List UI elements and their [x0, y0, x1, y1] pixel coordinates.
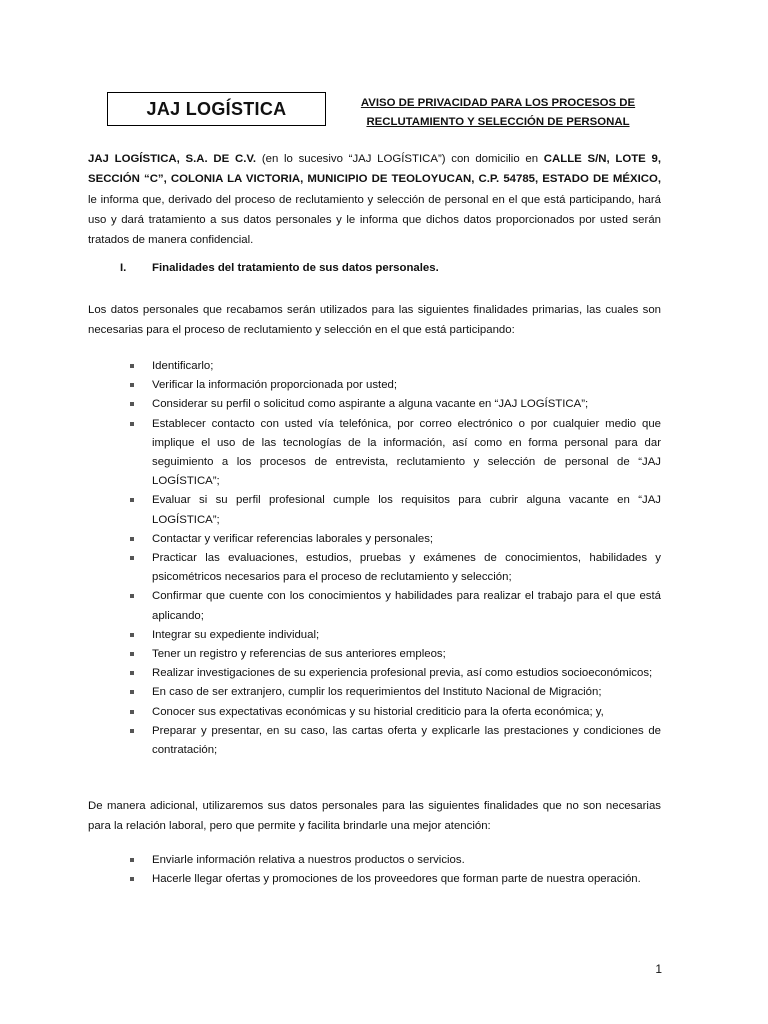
company-logo-box [107, 92, 326, 126]
list-item: Practicar las evaluaciones, estudios, pruebas y exámenes de conocimientos, habilidades y psicométricos necesarios para el proceso de reclutamiento y selección; [128, 549, 661, 587]
section-number: I. [120, 262, 127, 274]
notice-title [350, 94, 646, 132]
list-item: Conocer sus expectativas económicas y su historial crediticio para la oferta económica; y, [128, 703, 661, 722]
square-bullet-icon [130, 710, 134, 714]
list-item: Enviarle información relativa a nuestros productos o servicios. [128, 851, 661, 870]
intro-address: CALLE S/N, LOTE 9, SECCIÓN “C”, COLONIA LA VICTORIA, MUNICIPIO DE TEOLOYUCAN, C.P. 54785, ESTADO DE MÉXICO, [88, 153, 661, 186]
intro-company-name: JAJ LOGÍSTICA, S.A. DE C.V. [88, 153, 257, 165]
square-bullet-icon [130, 729, 134, 733]
square-bullet-icon [130, 633, 134, 637]
square-bullet-icon [130, 594, 134, 598]
list-item: En caso de ser extranjero, cumplir los requerimientos del Instituto Nacional de Migración; [128, 683, 661, 702]
company-logo-text: JAJ LOGÍSTICA [146, 98, 287, 119]
square-bullet-icon [130, 537, 134, 541]
page-number: 1 [655, 962, 662, 976]
secondary-purposes-intro: De manera adicional, utilizaremos sus datos personales para las siguientes finalidades que no son necesarias para la relación laboral, pero que permite y facilita brindarle una mejor atención: [88, 800, 661, 832]
primary-purposes-list [128, 357, 661, 760]
intro-text-a: (en lo sucesivo “JAJ LOGÍSTICA”) con domicilio en [256, 153, 544, 165]
square-bullet-icon [130, 671, 134, 675]
square-bullet-icon [130, 556, 134, 560]
list-item: Considerar su perfil o solicitud como aspirante a alguna vacante en “JAJ LOGÍSTICA”; [128, 395, 661, 414]
square-bullet-icon [130, 858, 134, 862]
list-item: Tener un registro y referencias de sus anteriores empleos; [128, 645, 661, 664]
list-item: Hacerle llegar ofertas y promociones de los proveedores que forman parte de nuestra operación. [128, 870, 661, 889]
secondary-purposes-list [128, 851, 661, 889]
square-bullet-icon [130, 652, 134, 656]
square-bullet-icon [130, 877, 134, 881]
square-bullet-icon [130, 422, 134, 426]
square-bullet-icon [130, 402, 134, 406]
section-heading [120, 262, 439, 274]
list-item: Confirmar que cuente con los conocimientos y habilidades para realizar el trabajo para el que está aplicando; [128, 587, 661, 625]
square-bullet-icon [130, 383, 134, 387]
notice-title-line-1: AVISO DE PRIVACIDAD PARA LOS PROCESOS DE [360, 97, 636, 109]
section-title: Finalidades del tratamiento de sus datos personales. [152, 262, 439, 274]
square-bullet-icon [130, 690, 134, 694]
list-item: Verificar la información proporcionada por usted; [128, 376, 661, 395]
notice-title-line-2: RECLUTAMIENTO Y SELECCIÓN DE PERSONAL [366, 116, 630, 128]
list-item: Contactar y verificar referencias laborales y personales; [128, 530, 661, 549]
list-item: Evaluar si su perfil profesional cumple los requisitos para cubrir alguna vacante en “JAJ LOGÍSTICA”; [128, 491, 661, 529]
square-bullet-icon [130, 498, 134, 502]
list-item: Integrar su expediente individual; [128, 626, 661, 645]
square-bullet-icon [130, 364, 134, 368]
list-item: Identificarlo; [128, 357, 661, 376]
list-item: Realizar investigaciones de su experiencia profesional previa, así como estudios socioeconómicos; [128, 664, 661, 683]
list-item: Establecer contacto con usted vía telefónica, por correo electrónico o por cualquier medio que implique el uso de las tecnologías de la información, así como en forma personal para dar seguimiento a los procesos de entrevista, reclutamiento y selección de personal de “JAJ LOGÍSTICA”; [128, 415, 661, 492]
intro-text-b: le informa que, derivado del proceso de reclutamiento y selección de personal en el que está participando, hará uso y dará tratamiento a sus datos personales y le informa que dichos datos proporcionados por usted serán tratados de manera confidencial. [88, 193, 661, 247]
primary-purposes-intro: Los datos personales que recabamos serán utilizados para las siguientes finalidades primarias, las cuales son necesarias para el proceso de reclutamiento y selección en el que está participando: [88, 304, 661, 336]
list-item: Preparar y presentar, en su caso, las cartas oferta y explicarle las prestaciones y condiciones de contratación; [128, 722, 661, 760]
intro-paragraph [88, 149, 661, 250]
